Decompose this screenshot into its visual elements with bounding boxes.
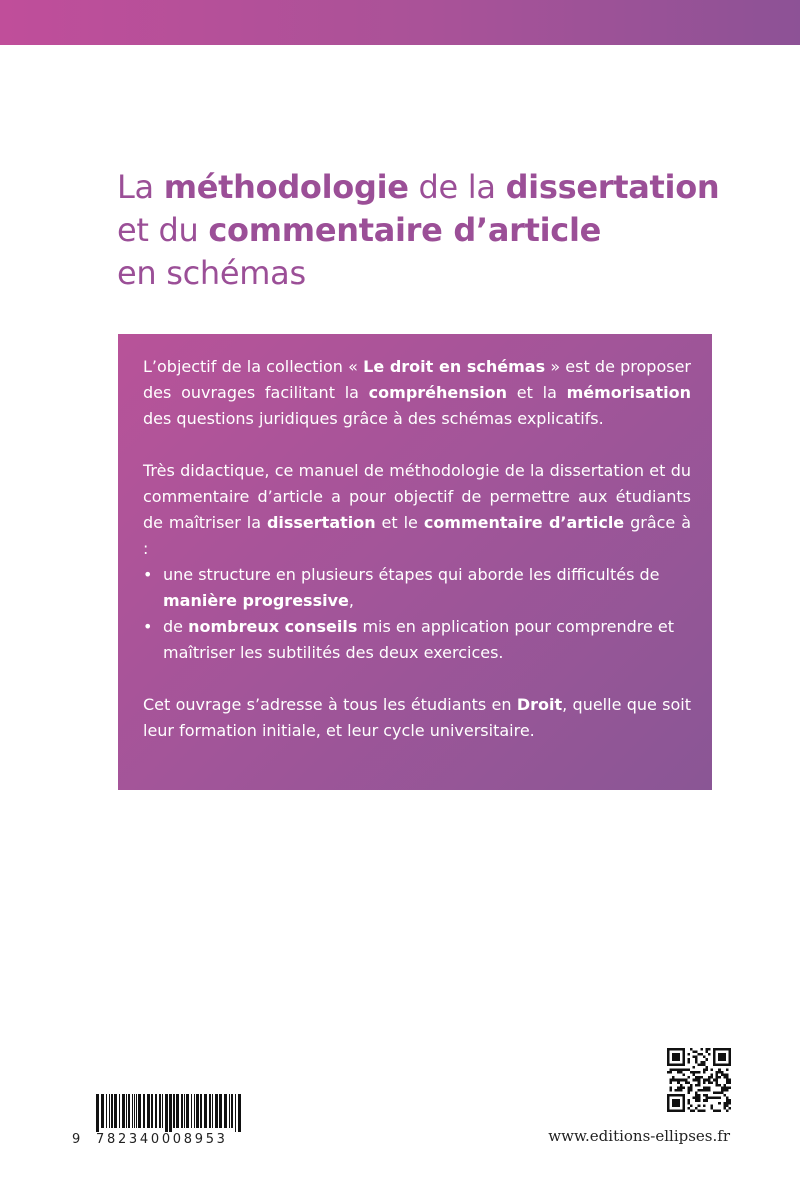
headline-bold-methodologie: méthodologie [163, 168, 409, 206]
isbn-barcode-icon [96, 1094, 242, 1132]
top-color-band [0, 0, 800, 45]
headline-line-2: et du commentaire d’article [117, 211, 602, 249]
isbn-digits: 782340008953 [96, 1132, 228, 1147]
qr-code-icon [667, 1048, 731, 1112]
headline-bold-commentaire: commentaire d’article [208, 211, 602, 249]
publisher-website: www.editions-ellipses.fr [548, 1127, 730, 1145]
feature-list-item: • de nombreux conseils mis en application pour comprendre et maîtriser les subtilités des deux exercices. [143, 614, 691, 666]
headline-bold-dissertation: dissertation [505, 168, 720, 206]
feature-list [143, 562, 691, 666]
back-cover-headline [117, 166, 757, 295]
bullet-icon: • [143, 617, 153, 636]
isbn-first-digit: 9 [72, 1132, 83, 1147]
feature-list-item: • une structure en plusieurs étapes qui aborde les difficultés de manière progressive, [143, 562, 691, 614]
description-paragraph-1: L’objectif de la collection « Le droit en schémas » est de proposer des ouvrages facilitant la compréhension et la mémorisation des questions juridiques grâce à des schémas explicatifs. [143, 357, 691, 428]
description-panel [118, 334, 712, 790]
description-paragraph-2: Très didactique, ce manuel de méthodologie de la dissertation et du commentaire d’article a pour objectif de permettre aux étudiants de maîtriser la dissertation et le commentaire d’article grâce à : [143, 461, 691, 558]
headline-line-1: La méthodologie de la dissertation [117, 168, 720, 206]
bullet-icon: • [143, 565, 153, 584]
description-paragraph-3: Cet ouvrage s’adresse à tous les étudiants en Droit, quelle que soit leur formation initiale, et leur cycle universitaire. [143, 695, 691, 740]
headline-line-3: en schémas [117, 254, 306, 292]
